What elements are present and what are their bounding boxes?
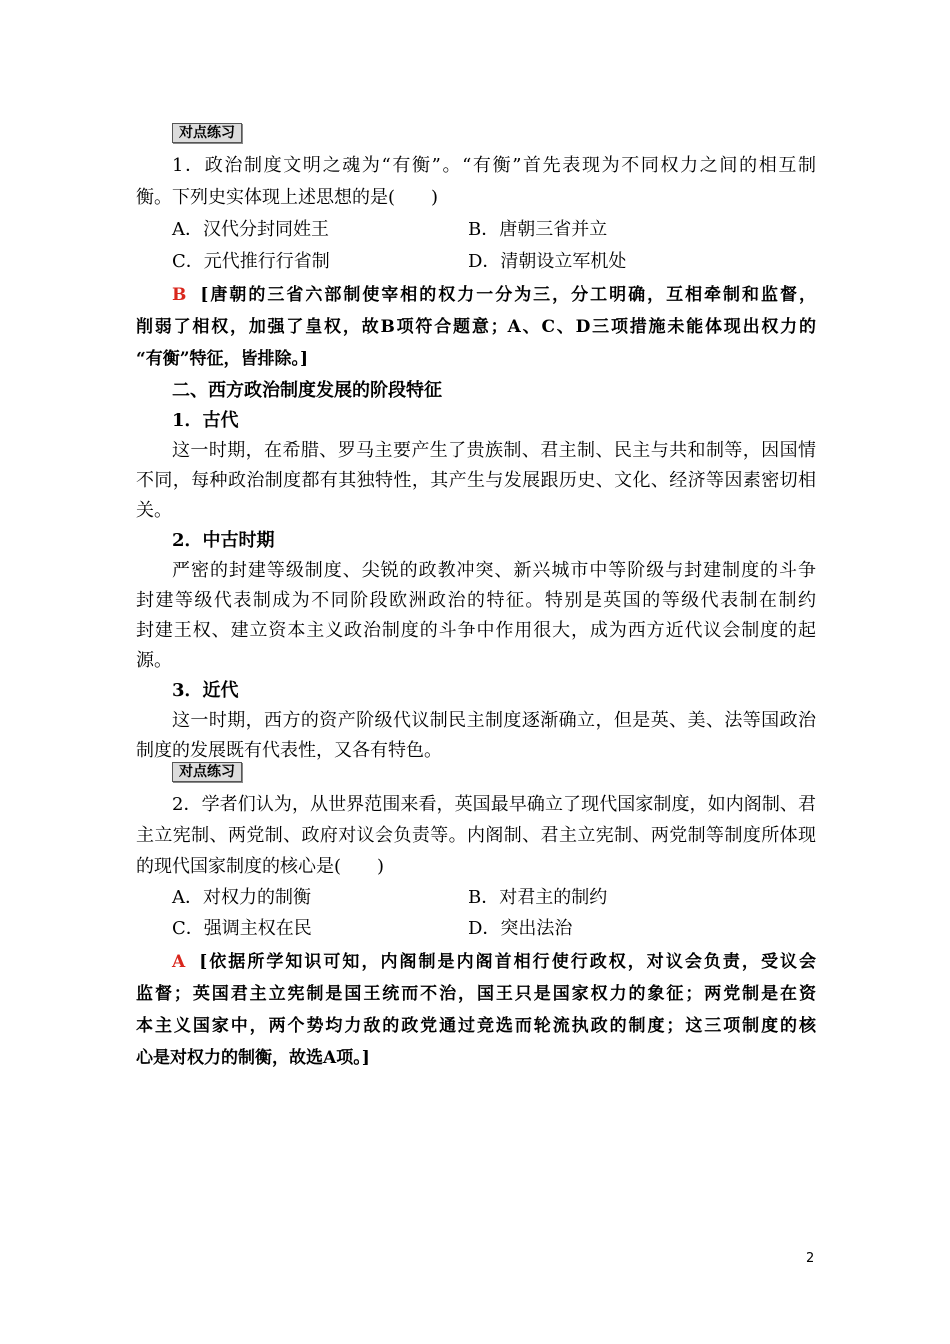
practice-tag-2: 对点练习 (172, 762, 242, 782)
q1-answer-letter: B (172, 285, 187, 305)
q2-explanation-line-4: 心是对权力的制衡，故选A项。] (136, 1048, 370, 1068)
q1-explanation-line-1 (172, 284, 816, 306)
modern-line-1: 这一时期，西方的资产阶级代议制民主制度逐渐确立，但是英、美、法等国政治 (172, 710, 816, 731)
q1-explanation-text-1: [唐朝的三省六部制使宰相的权力一分为三，分工明确，互相牵制和监督， (200, 285, 816, 305)
q1-option-b: B．唐朝三省并立 (468, 219, 608, 240)
q2-option-a: A．对权力的制衡 (172, 887, 311, 908)
modern-line-2: 制度的发展既有代表性，又各有特色。 (136, 740, 442, 761)
q1-option-c: C．元代推行行省制 (172, 251, 330, 272)
q2-explanation-line-2: 监督；英国君主立宪制是国王统而不治，国王只是国家权力的象征；两党制是在资 (136, 984, 816, 1004)
q1-option-d: D．清朝设立军机处 (468, 251, 627, 272)
q2-option-b: B．对君主的制约 (468, 887, 608, 908)
q1-explanation-line-3: “有衡”特征，皆排除。] (136, 349, 309, 369)
subsection-ancient-title: 1．古代 (172, 410, 239, 431)
subsection-modern-title: 3．近代 (172, 680, 239, 701)
q1-explanation-line-2: 削弱了相权，加强了皇权，故B项符合题意；A、C、D三项措施未能体现出权力的 (136, 317, 816, 337)
medieval-line-4: 源。 (136, 650, 172, 671)
q1-option-a: A．汉代分封同姓王 (172, 219, 329, 240)
medieval-line-1: 严密的封建等级制度、尖锐的政教冲突、新兴城市中等阶级与封建制度的斗争 (172, 560, 816, 581)
q2-explanation-line-3: 本主义国家中，两个势均力敌的政党通过竞选而轮流执政的制度；这三项制度的核 (136, 1016, 816, 1036)
practice-tag: 对点练习 (172, 123, 242, 143)
q1-stem-line-1: 1．政治制度文明之魂为“有衡”。“有衡”首先表现为不同权力之间的相互制 (172, 155, 816, 176)
subsection-medieval-title: 2．中古时期 (172, 530, 275, 551)
medieval-line-2: 封建等级代表制成为不同阶段欧洲政治的特征。特别是英国的等级代表制在制约 (136, 590, 816, 611)
q1-stem-line-2: 衡。下列史实体现上述思想的是( ) (136, 187, 439, 208)
q2-explanation-line-1 (172, 951, 816, 973)
page-number: 2 (806, 1251, 815, 1266)
q2-explanation-text-1: [依据所学知识可知，内阁制是内阁首相行使行政权，对议会负责，受议会 (199, 952, 816, 972)
q2-answer-letter: A (172, 952, 186, 972)
section-heading: 二、西方政治制度发展的阶段特征 (172, 380, 442, 401)
ancient-line-1: 这一时期，在希腊、罗马主要产生了贵族制、君主制、民主与共和制等，因国情 (172, 440, 816, 461)
q2-stem-line-2: 主立宪制、两党制、政府对议会负责等。内阁制、君主立宪制、两党制等制度所体现 (136, 825, 816, 846)
q2-stem-line-3: 的现代国家制度的核心是( ) (136, 856, 385, 877)
ancient-line-2: 不同，每种政治制度都有其独特性，其产生与发展跟历史、文化、经济等因素密切相 (136, 470, 816, 491)
q2-option-c: C．强调主权在民 (172, 918, 312, 939)
ancient-line-3: 关。 (136, 500, 172, 521)
medieval-line-3: 封建王权、建立资本主义政治制度的斗争中作用很大，成为西方近代议会制度的起 (136, 620, 816, 641)
q2-stem-line-1: 2．学者们认为，从世界范围来看，英国最早确立了现代国家制度，如内阁制、君 (172, 794, 816, 815)
q2-option-d: D．突出法治 (468, 918, 573, 939)
